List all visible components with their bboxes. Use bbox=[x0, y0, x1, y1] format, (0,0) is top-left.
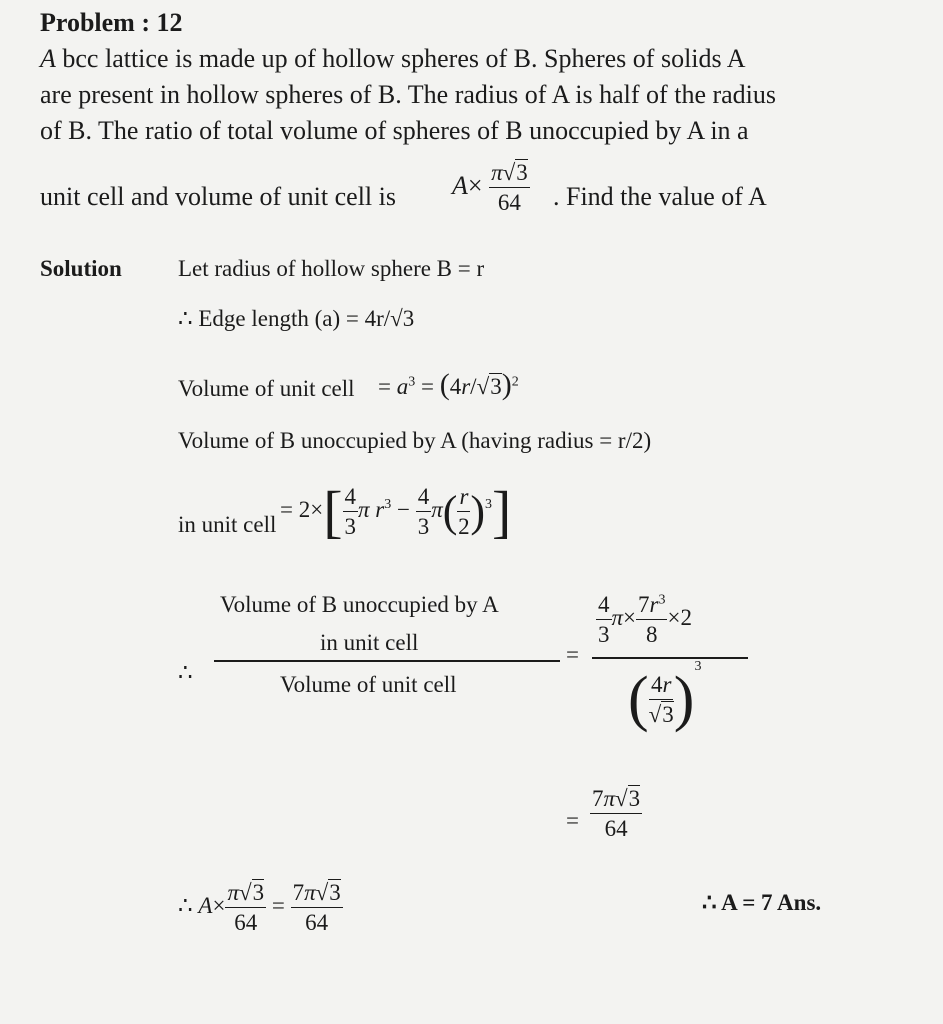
problem-first-word: A bbox=[40, 44, 56, 73]
problem-line-2: are present in hollow spheres of B. The radius of A is half of the radius bbox=[40, 80, 777, 109]
final-answer: ∴ A = 7 Ans. bbox=[702, 890, 822, 915]
solution-label: Solution bbox=[40, 256, 122, 281]
solution-step-1: Let radius of hollow sphere B = r bbox=[178, 256, 485, 281]
solution-step-5-label: in unit cell bbox=[178, 512, 277, 537]
ratio-numerator-line-1: Volume of B unoccupied by A bbox=[220, 592, 499, 617]
find-text: . Find the value of A bbox=[553, 182, 767, 211]
problem-line-4: unit cell and volume of unit cell is bbox=[40, 182, 396, 211]
ratio-result: $\frac{7\pi√3}{64}$ bbox=[592, 786, 641, 842]
given-expression: A× $\frac{\pi√3}{64}$ bbox=[452, 160, 528, 216]
solution-step-5-expression: = 2×[ $\frac{4}{3}$ π $r^3$ − $\frac{4}{3}$ π( $\frac{r}{2}$ )$^3$] bbox=[280, 479, 512, 544]
final-equation: ∴ A× $\frac{\pi√3}{64}$ = $\frac{7\pi√3}{64}$ bbox=[178, 880, 341, 936]
therefore-symbol-1: ∴ bbox=[178, 660, 193, 685]
solution-step-4: Volume of B unoccupied by A (having radius = r/2) bbox=[178, 428, 652, 453]
problem-heading: Problem : 12 bbox=[40, 8, 183, 37]
ratio-rhs-numerator: $\frac{4}{3}$ π× $\frac{7r^3}{8}$ ×2 bbox=[598, 592, 692, 648]
ratio-rhs-denominator: ( $\frac{4r}{√3}$ )$^3$ bbox=[628, 659, 702, 733]
solution-step-2: ∴ Edge length (a) = 4r/√3 bbox=[178, 306, 415, 331]
ratio-rhs-bar bbox=[592, 657, 748, 659]
ratio-denominator: Volume of unit cell bbox=[280, 672, 457, 697]
ratio-equals: = bbox=[566, 642, 579, 667]
problem-line-1 bbox=[40, 44, 746, 74]
solution-step-3-label: Volume of unit cell bbox=[178, 376, 355, 401]
problem-line-1-text: bcc lattice is made up of hollow spheres of B. Spheres of solids A bbox=[62, 44, 746, 73]
ratio-numerator-line-2: in unit cell bbox=[320, 630, 419, 655]
solution-step-3-expression: = $a^3 = (4r/√3)^2$ bbox=[378, 368, 519, 401]
ratio-result-equals: = bbox=[566, 808, 579, 833]
problem-line-3: of B. The ratio of total volume of spheres of B unoccupied by A in a bbox=[40, 116, 749, 145]
ratio-fraction-bar bbox=[214, 660, 560, 662]
